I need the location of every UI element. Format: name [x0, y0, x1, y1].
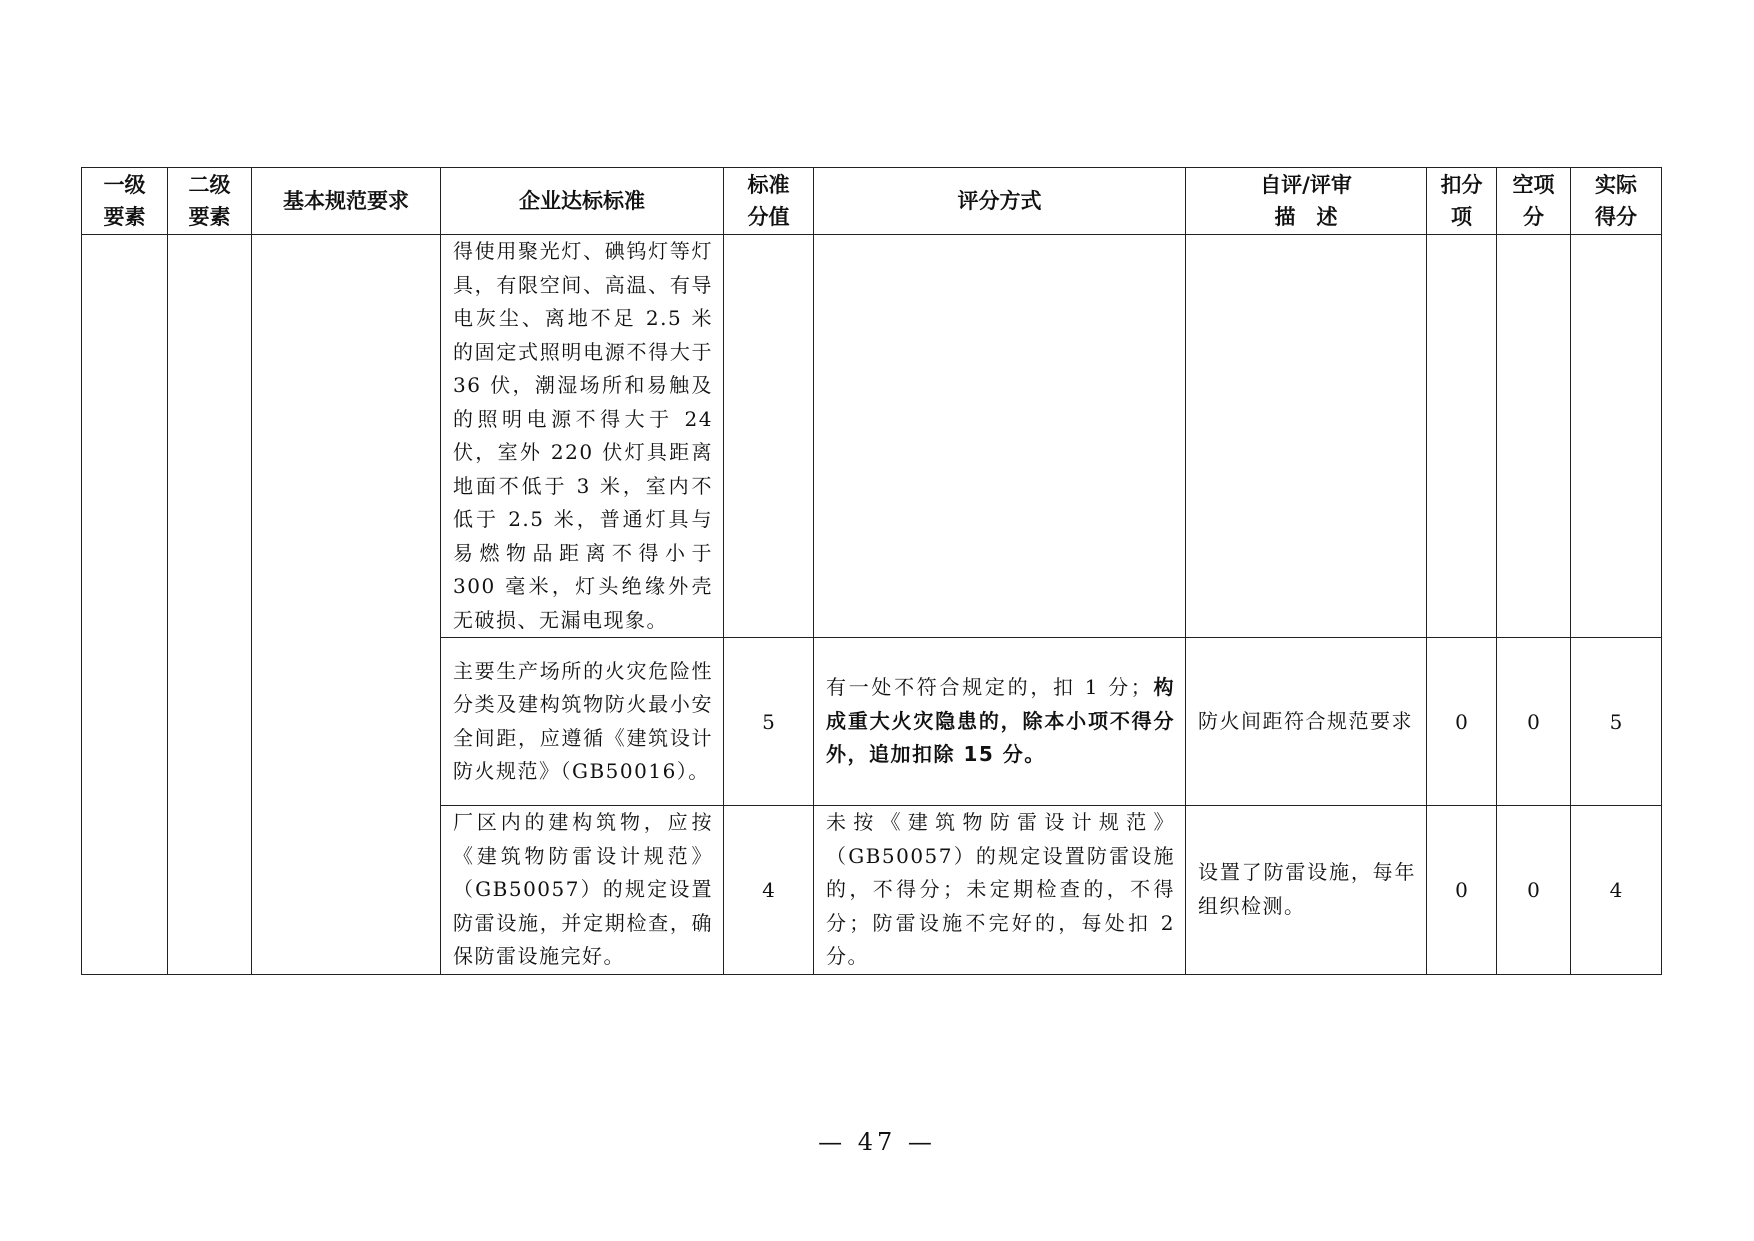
deduct-cell: 0 — [1427, 638, 1497, 806]
level2-cell — [168, 235, 252, 975]
deduct-cell: 0 — [1427, 806, 1497, 975]
level1-cell — [82, 235, 168, 975]
basic-requirement-cell — [252, 235, 441, 975]
self-eval-cell — [1186, 235, 1427, 638]
empty-cell: 0 — [1497, 806, 1571, 975]
header-empty: 空项 分 — [1497, 168, 1571, 235]
standard-cell: 厂区内的建构筑物，应按《建筑物防雷设计规范》（GB50057）的规定设置防雷设施，并定期检查，确保防雷设施完好。 — [441, 806, 724, 975]
empty-cell: 0 — [1497, 638, 1571, 806]
score-cell: 5 — [724, 638, 814, 806]
score-cell: 4 — [724, 806, 814, 975]
method-bold-text: 构成重大火灾隐患的，除本小项不得分外，追加扣除 15 分。 — [826, 675, 1175, 767]
method-cell — [814, 638, 1186, 806]
page-number: — 47 — — [818, 1128, 936, 1156]
header-level1: 一级 要素 — [82, 168, 168, 235]
header-score-value: 标准 分值 — [724, 168, 814, 235]
header-basic: 基本规范要求 — [252, 168, 441, 235]
header-self-eval: 自评/评审 描 述 — [1186, 168, 1427, 235]
actual-cell — [1571, 235, 1662, 638]
score-cell — [724, 235, 814, 638]
table-row — [82, 235, 1662, 638]
self-eval-cell: 设置了防雷设施，每年组织检测。 — [1186, 806, 1427, 975]
actual-cell: 4 — [1571, 806, 1662, 975]
method-cell — [814, 235, 1186, 638]
standard-cell: 主要生产场所的火灾危险性分类及建构筑物防火最小安全间距，应遵循《建筑设计防火规范》（GB50016）。 — [441, 638, 724, 806]
self-eval-cell: 防火间距符合规范要求 — [1186, 638, 1427, 806]
method-cell: 未按《建筑物防雷设计规范》（GB50057）的规定设置防雷设施的，不得分；未定期检查的，不得分；防雷设施不完好的，每处扣 2 分。 — [814, 806, 1186, 975]
standard-cell: 得使用聚光灯、碘钨灯等灯具，有限空间、高温、有导电灰尘、离地不足 2.5 米的固定式照明电源不得大于 36 伏，潮湿场所和易触及的照明电源不得大于 24 伏，室外 220 伏灯具距离地面不低于 3 米，室内不低于 2.5 米，普通灯具与易燃物品距离不得小于 300 毫米，灯头绝缘外壳无破损、无漏电现象。 — [441, 235, 724, 638]
deduct-cell — [1427, 235, 1497, 638]
header-level2: 二级 要素 — [168, 168, 252, 235]
standards-table — [81, 167, 1662, 975]
empty-cell — [1497, 235, 1571, 638]
header-standard: 企业达标标准 — [441, 168, 724, 235]
actual-cell: 5 — [1571, 638, 1662, 806]
header-actual: 实际 得分 — [1571, 168, 1662, 235]
header-method: 评分方式 — [814, 168, 1186, 235]
header-row — [82, 168, 1662, 235]
method-text: 有一处不符合规定的，扣 1 分； — [826, 675, 1153, 700]
header-deduct: 扣分 项 — [1427, 168, 1497, 235]
